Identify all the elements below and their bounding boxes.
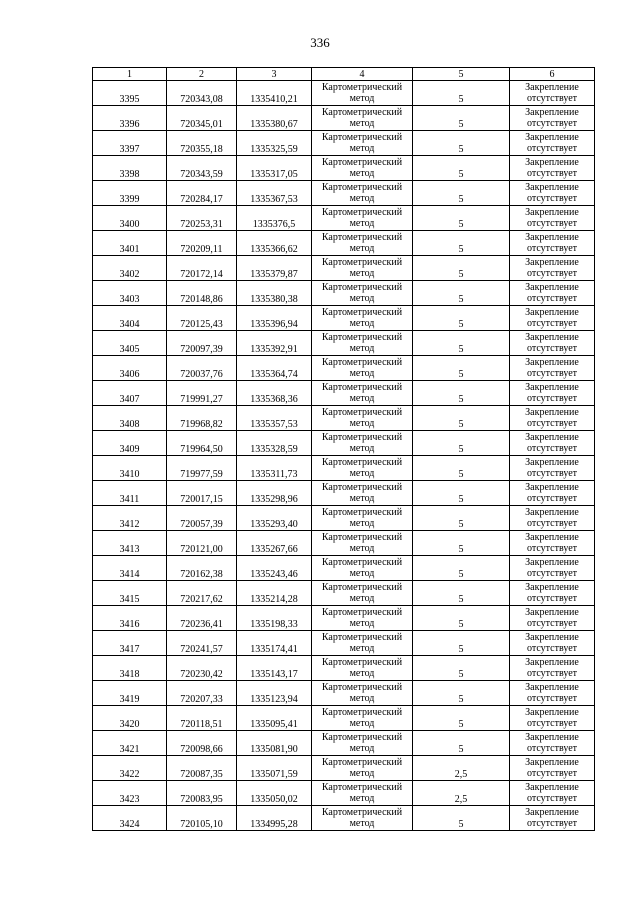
point-number-cell: 3395 (93, 81, 167, 106)
method-cell: Картометрический метод (312, 431, 413, 456)
y-coordinate-cell: 1335243,46 (237, 556, 312, 581)
point-number-cell: 3421 (93, 731, 167, 756)
x-coordinate-cell: 719968,82 (167, 406, 237, 431)
accuracy-cell: 2,5 (413, 756, 510, 781)
fixing-cell: Закрепление отсутствует (510, 531, 595, 556)
accuracy-cell: 5 (413, 106, 510, 131)
x-coordinate-cell: 719977,59 (167, 456, 237, 481)
y-coordinate-cell: 1335095,41 (237, 706, 312, 731)
point-number-cell: 3404 (93, 306, 167, 331)
y-coordinate-cell: 1335357,53 (237, 406, 312, 431)
fixing-cell: Закрепление отсутствует (510, 606, 595, 631)
accuracy-cell: 5 (413, 581, 510, 606)
y-coordinate-cell: 1335368,36 (237, 381, 312, 406)
table-row (93, 631, 595, 656)
table-row (93, 581, 595, 606)
table-row (93, 131, 595, 156)
point-number-cell: 3413 (93, 531, 167, 556)
table-row (93, 756, 595, 781)
fixing-cell: Закрепление отсутствует (510, 506, 595, 531)
point-number-cell: 3405 (93, 331, 167, 356)
method-cell: Картометрический метод (312, 206, 413, 231)
table-row (93, 356, 595, 381)
fixing-cell: Закрепление отсутствует (510, 781, 595, 806)
point-number-cell: 3402 (93, 256, 167, 281)
table-row (93, 481, 595, 506)
point-number-cell: 3424 (93, 806, 167, 831)
method-cell: Картометрический метод (312, 81, 413, 106)
table-body (93, 81, 595, 831)
accuracy-cell: 5 (413, 156, 510, 181)
point-number-cell: 3396 (93, 106, 167, 131)
x-coordinate-cell: 720345,01 (167, 106, 237, 131)
table-row (93, 531, 595, 556)
x-coordinate-cell: 720098,66 (167, 731, 237, 756)
y-coordinate-cell: 1335380,38 (237, 281, 312, 306)
table-row (93, 381, 595, 406)
table-row (93, 731, 595, 756)
y-coordinate-cell: 1335392,91 (237, 331, 312, 356)
point-number-cell: 3406 (93, 356, 167, 381)
x-coordinate-cell: 720087,35 (167, 756, 237, 781)
x-coordinate-cell: 720162,38 (167, 556, 237, 581)
accuracy-cell: 5 (413, 706, 510, 731)
y-coordinate-cell: 1335293,40 (237, 506, 312, 531)
x-coordinate-cell: 720097,39 (167, 331, 237, 356)
x-coordinate-cell: 720217,62 (167, 581, 237, 606)
x-coordinate-cell: 720037,76 (167, 356, 237, 381)
accuracy-cell: 5 (413, 406, 510, 431)
point-number-cell: 3419 (93, 681, 167, 706)
method-cell: Картометрический метод (312, 231, 413, 256)
fixing-cell: Закрепление отсутствует (510, 581, 595, 606)
point-number-cell: 3408 (93, 406, 167, 431)
y-coordinate-cell: 1335071,59 (237, 756, 312, 781)
y-coordinate-cell: 1335123,94 (237, 681, 312, 706)
accuracy-cell: 5 (413, 556, 510, 581)
point-number-cell: 3400 (93, 206, 167, 231)
fixing-cell: Закрепление отсутствует (510, 231, 595, 256)
fixing-cell: Закрепление отсутствует (510, 381, 595, 406)
column-header: 4 (312, 68, 413, 81)
table-row (93, 431, 595, 456)
page-number: 336 (310, 35, 330, 50)
y-coordinate-cell: 1335298,96 (237, 481, 312, 506)
method-cell: Картометрический метод (312, 106, 413, 131)
x-coordinate-cell: 720343,08 (167, 81, 237, 106)
table-row (93, 606, 595, 631)
x-coordinate-cell: 720241,57 (167, 631, 237, 656)
accuracy-cell: 5 (413, 631, 510, 656)
fixing-cell: Закрепление отсутствует (510, 556, 595, 581)
accuracy-cell: 5 (413, 731, 510, 756)
x-coordinate-cell: 720118,51 (167, 706, 237, 731)
point-number-cell: 3414 (93, 556, 167, 581)
x-coordinate-cell: 720125,43 (167, 306, 237, 331)
accuracy-cell: 5 (413, 81, 510, 106)
x-coordinate-cell: 720230,42 (167, 656, 237, 681)
method-cell: Картометрический метод (312, 356, 413, 381)
table-row (93, 231, 595, 256)
accuracy-cell: 5 (413, 381, 510, 406)
method-cell: Картометрический метод (312, 281, 413, 306)
y-coordinate-cell: 1334995,28 (237, 806, 312, 831)
point-number-cell: 3411 (93, 481, 167, 506)
point-number-cell: 3423 (93, 781, 167, 806)
method-cell: Картометрический метод (312, 256, 413, 281)
y-coordinate-cell: 1335396,94 (237, 306, 312, 331)
point-number-cell: 3416 (93, 606, 167, 631)
fixing-cell: Закрепление отсутствует (510, 731, 595, 756)
method-cell: Картометрический метод (312, 156, 413, 181)
accuracy-cell: 5 (413, 531, 510, 556)
x-coordinate-cell: 720209,11 (167, 231, 237, 256)
table-row (93, 806, 595, 831)
point-number-cell: 3407 (93, 381, 167, 406)
accuracy-cell: 5 (413, 256, 510, 281)
x-coordinate-cell: 720253,31 (167, 206, 237, 231)
y-coordinate-cell: 1335328,59 (237, 431, 312, 456)
coordinates-table (92, 67, 595, 831)
x-coordinate-cell: 720148,86 (167, 281, 237, 306)
fixing-cell: Закрепление отсутствует (510, 456, 595, 481)
y-coordinate-cell: 1335081,90 (237, 731, 312, 756)
point-number-cell: 3409 (93, 431, 167, 456)
fixing-cell: Закрепление отсутствует (510, 706, 595, 731)
fixing-cell: Закрепление отсутствует (510, 631, 595, 656)
table-row (93, 706, 595, 731)
table-row (93, 156, 595, 181)
accuracy-cell: 5 (413, 806, 510, 831)
accuracy-cell: 5 (413, 656, 510, 681)
y-coordinate-cell: 1335364,74 (237, 356, 312, 381)
accuracy-cell: 5 (413, 456, 510, 481)
column-header: 5 (413, 68, 510, 81)
table-row (93, 256, 595, 281)
y-coordinate-cell: 1335367,53 (237, 181, 312, 206)
y-coordinate-cell: 1335317,05 (237, 156, 312, 181)
x-coordinate-cell: 720172,14 (167, 256, 237, 281)
method-cell: Картометрический метод (312, 781, 413, 806)
point-number-cell: 3422 (93, 756, 167, 781)
fixing-cell: Закрепление отсутствует (510, 356, 595, 381)
method-cell: Картометрический метод (312, 656, 413, 681)
table-row (93, 281, 595, 306)
table-row (93, 106, 595, 131)
method-cell: Картометрический метод (312, 456, 413, 481)
x-coordinate-cell: 720236,41 (167, 606, 237, 631)
y-coordinate-cell: 1335267,66 (237, 531, 312, 556)
y-coordinate-cell: 1335050,02 (237, 781, 312, 806)
y-coordinate-cell: 1335311,73 (237, 456, 312, 481)
accuracy-cell: 5 (413, 206, 510, 231)
point-number-cell: 3401 (93, 231, 167, 256)
accuracy-cell: 5 (413, 181, 510, 206)
accuracy-cell: 5 (413, 431, 510, 456)
point-number-cell: 3403 (93, 281, 167, 306)
x-coordinate-cell: 720343,59 (167, 156, 237, 181)
y-coordinate-cell: 1335380,67 (237, 106, 312, 131)
method-cell: Картометрический метод (312, 581, 413, 606)
fixing-cell: Закрепление отсутствует (510, 131, 595, 156)
x-coordinate-cell: 720105,10 (167, 806, 237, 831)
table-row (93, 206, 595, 231)
method-cell: Картометрический метод (312, 756, 413, 781)
accuracy-cell: 5 (413, 281, 510, 306)
y-coordinate-cell: 1335366,62 (237, 231, 312, 256)
method-cell: Картометрический метод (312, 631, 413, 656)
x-coordinate-cell: 720017,15 (167, 481, 237, 506)
fixing-cell: Закрепление отсутствует (510, 156, 595, 181)
point-number-cell: 3410 (93, 456, 167, 481)
point-number-cell: 3398 (93, 156, 167, 181)
method-cell: Картометрический метод (312, 406, 413, 431)
accuracy-cell: 5 (413, 606, 510, 631)
fixing-cell: Закрепление отсутствует (510, 106, 595, 131)
y-coordinate-cell: 1335214,28 (237, 581, 312, 606)
fixing-cell: Закрепление отсутствует (510, 406, 595, 431)
x-coordinate-cell: 720355,18 (167, 131, 237, 156)
table-row (93, 406, 595, 431)
table-row (93, 456, 595, 481)
table-row (93, 81, 595, 106)
fixing-cell: Закрепление отсутствует (510, 481, 595, 506)
method-cell: Картометрический метод (312, 706, 413, 731)
y-coordinate-cell: 1335325,59 (237, 131, 312, 156)
point-number-cell: 3420 (93, 706, 167, 731)
point-number-cell: 3418 (93, 656, 167, 681)
table-row (93, 681, 595, 706)
point-number-cell: 3417 (93, 631, 167, 656)
accuracy-cell: 5 (413, 506, 510, 531)
y-coordinate-cell: 1335379,87 (237, 256, 312, 281)
point-number-cell: 3415 (93, 581, 167, 606)
fixing-cell: Закрепление отсутствует (510, 256, 595, 281)
y-coordinate-cell: 1335410,21 (237, 81, 312, 106)
accuracy-cell: 5 (413, 481, 510, 506)
fixing-cell: Закрепление отсутствует (510, 281, 595, 306)
fixing-cell: Закрепление отсутствует (510, 331, 595, 356)
fixing-cell: Закрепление отсутствует (510, 756, 595, 781)
column-header: 6 (510, 68, 595, 81)
fixing-cell: Закрепление отсутствует (510, 81, 595, 106)
accuracy-cell: 5 (413, 231, 510, 256)
table-row (93, 781, 595, 806)
table-row (93, 331, 595, 356)
accuracy-cell: 5 (413, 306, 510, 331)
x-coordinate-cell: 720057,39 (167, 506, 237, 531)
fixing-cell: Закрепление отсутствует (510, 181, 595, 206)
method-cell: Картометрический метод (312, 731, 413, 756)
table-row (93, 181, 595, 206)
method-cell: Картометрический метод (312, 556, 413, 581)
x-coordinate-cell: 720207,33 (167, 681, 237, 706)
y-coordinate-cell: 1335376,5 (237, 206, 312, 231)
method-cell: Картометрический метод (312, 606, 413, 631)
column-header: 2 (167, 68, 237, 81)
accuracy-cell: 5 (413, 331, 510, 356)
x-coordinate-cell: 720121,00 (167, 531, 237, 556)
x-coordinate-cell: 720083,95 (167, 781, 237, 806)
method-cell: Картометрический метод (312, 481, 413, 506)
fixing-cell: Закрепление отсутствует (510, 681, 595, 706)
method-cell: Картометрический метод (312, 306, 413, 331)
fixing-cell: Закрепление отсутствует (510, 306, 595, 331)
table-header-row (93, 68, 595, 81)
column-header: 1 (93, 68, 167, 81)
table-row (93, 556, 595, 581)
fixing-cell: Закрепление отсутствует (510, 806, 595, 831)
method-cell: Картометрический метод (312, 531, 413, 556)
accuracy-cell: 5 (413, 356, 510, 381)
fixing-cell: Закрепление отсутствует (510, 656, 595, 681)
x-coordinate-cell: 719964,50 (167, 431, 237, 456)
method-cell: Картометрический метод (312, 181, 413, 206)
x-coordinate-cell: 719991,27 (167, 381, 237, 406)
method-cell: Картометрический метод (312, 131, 413, 156)
point-number-cell: 3397 (93, 131, 167, 156)
method-cell: Картометрический метод (312, 506, 413, 531)
fixing-cell: Закрепление отсутствует (510, 206, 595, 231)
table-row (93, 656, 595, 681)
method-cell: Картометрический метод (312, 331, 413, 356)
accuracy-cell: 5 (413, 131, 510, 156)
point-number-cell: 3412 (93, 506, 167, 531)
method-cell: Картометрический метод (312, 381, 413, 406)
y-coordinate-cell: 1335174,41 (237, 631, 312, 656)
table-row (93, 306, 595, 331)
method-cell: Картометрический метод (312, 681, 413, 706)
accuracy-cell: 2,5 (413, 781, 510, 806)
point-number-cell: 3399 (93, 181, 167, 206)
column-header: 3 (237, 68, 312, 81)
y-coordinate-cell: 1335143,17 (237, 656, 312, 681)
method-cell: Картометрический метод (312, 806, 413, 831)
fixing-cell: Закрепление отсутствует (510, 431, 595, 456)
table-row (93, 506, 595, 531)
y-coordinate-cell: 1335198,33 (237, 606, 312, 631)
x-coordinate-cell: 720284,17 (167, 181, 237, 206)
accuracy-cell: 5 (413, 681, 510, 706)
